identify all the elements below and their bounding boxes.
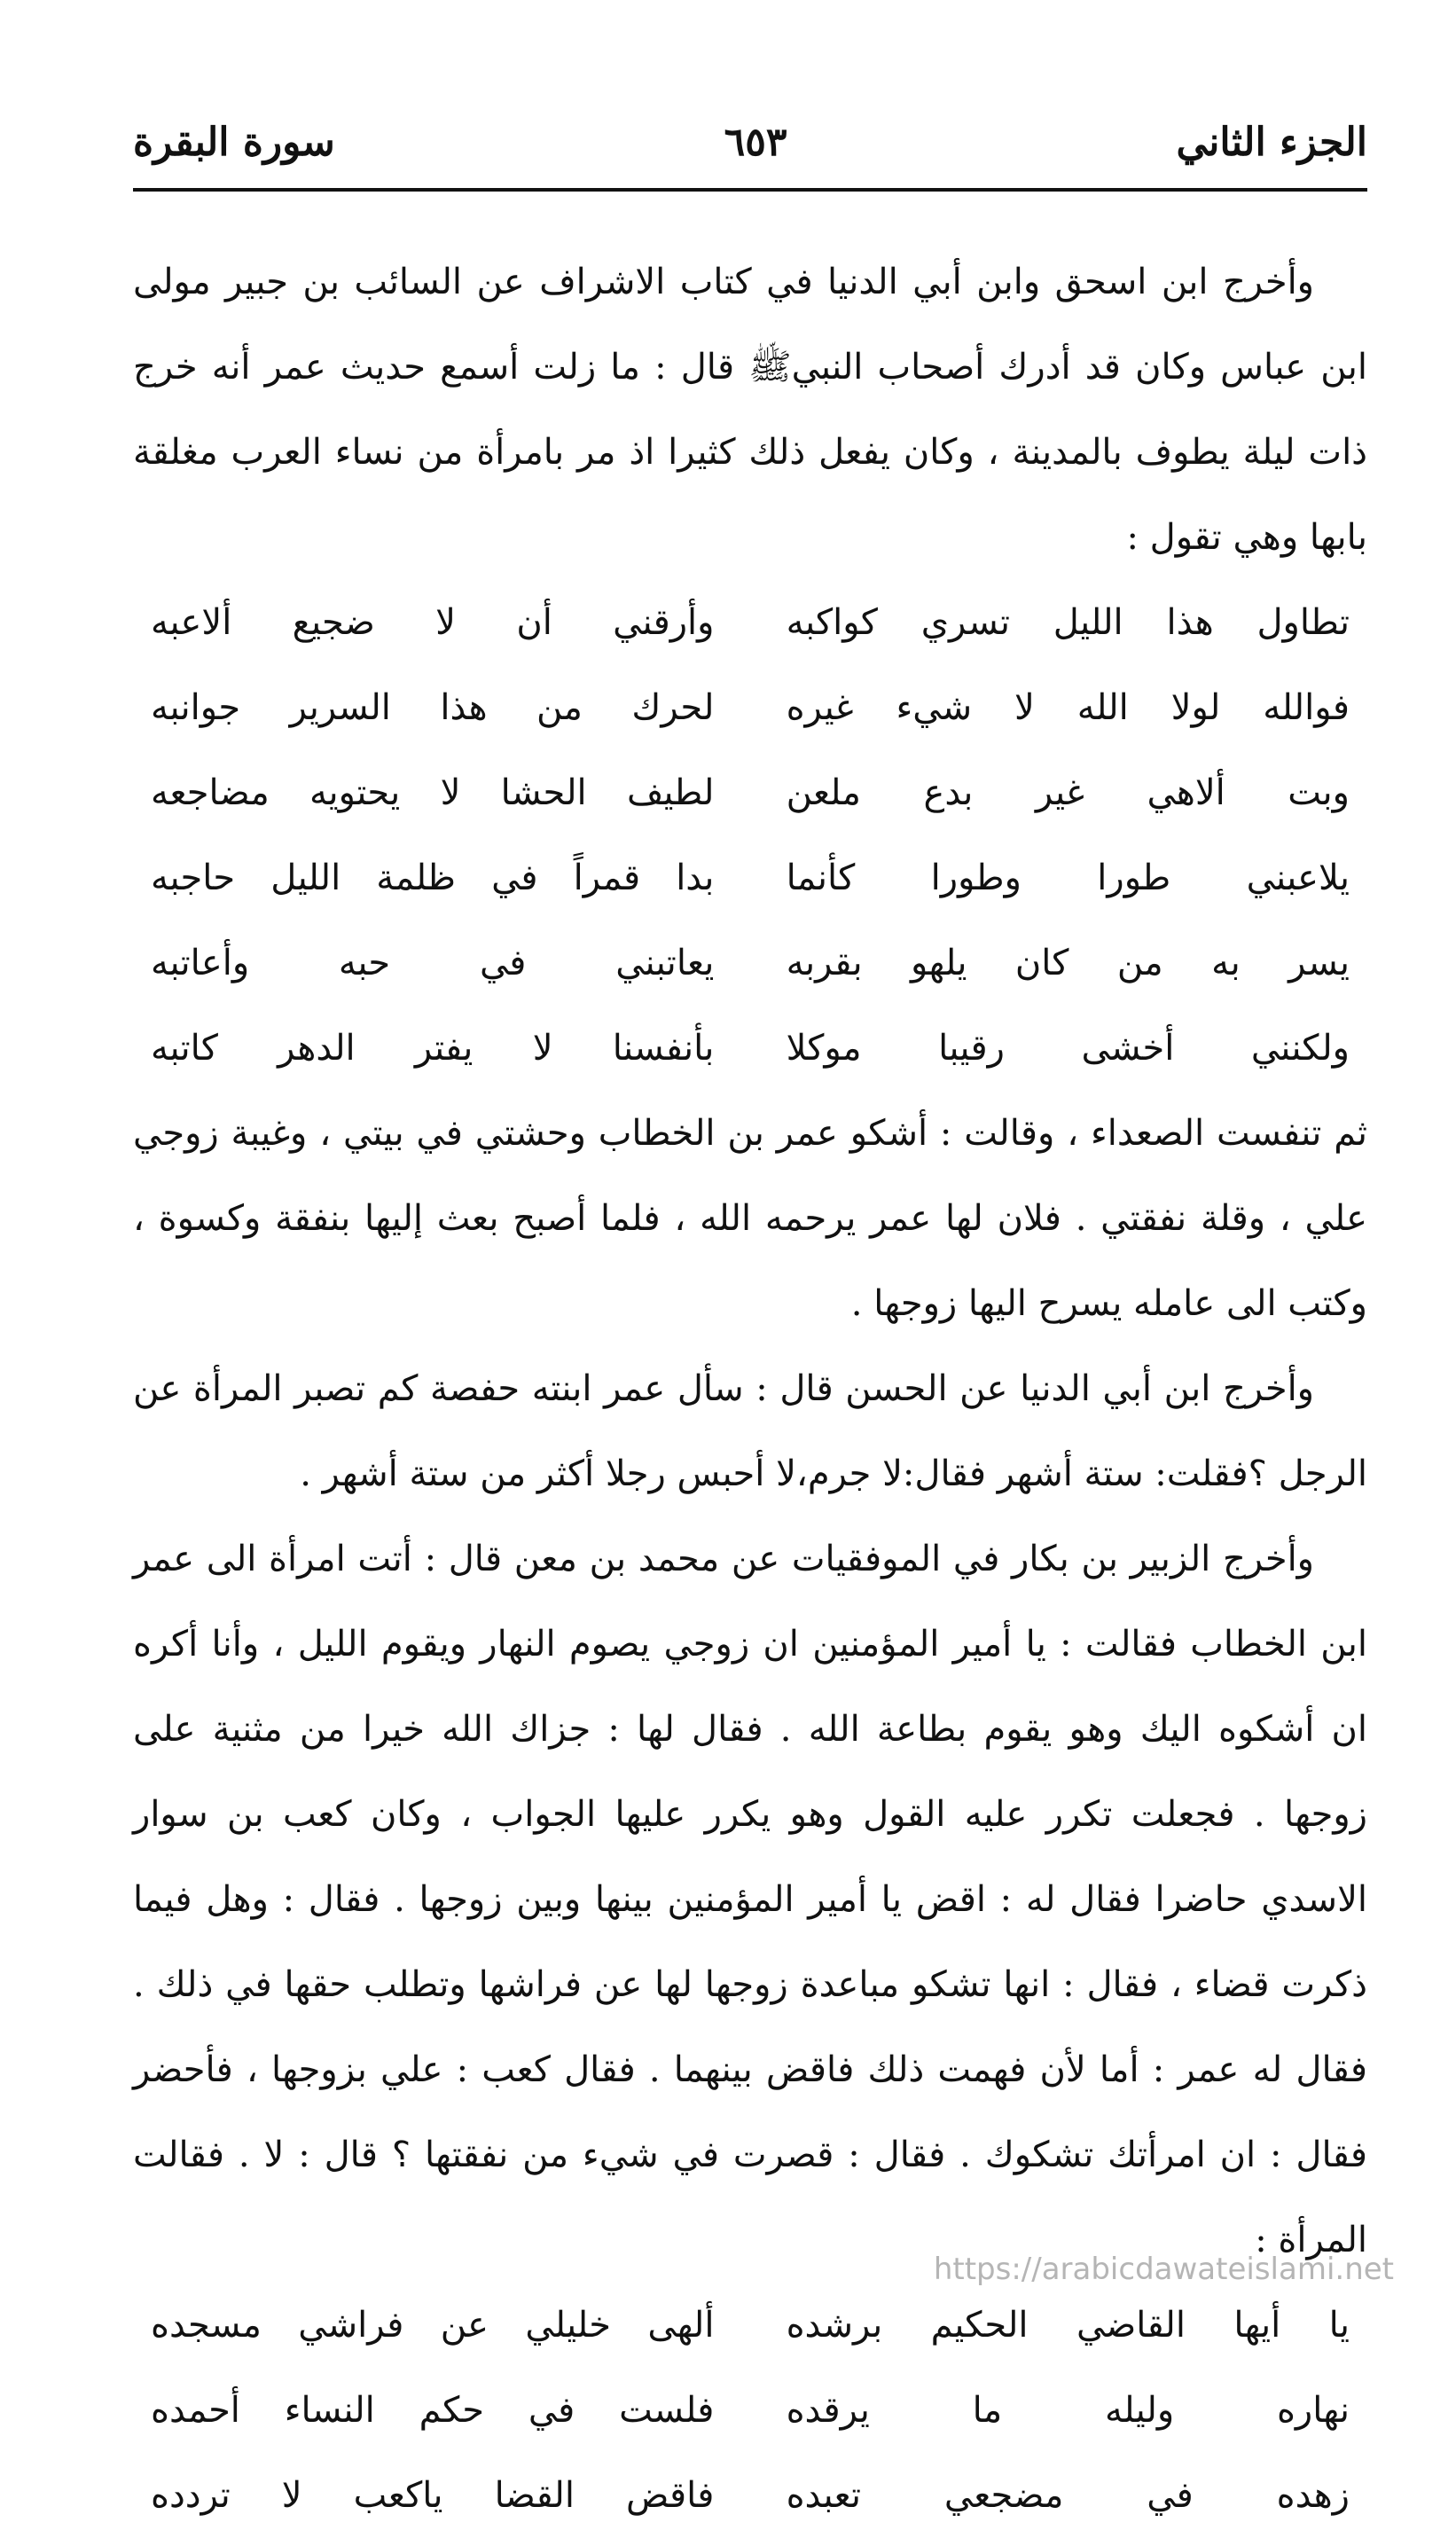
paragraph: وأخرج ابن أبي الدنيا عن الحسن قال : سأل عمر ابنته حفصة كم تصبر المرأة عن الرجل ؟فقلت: ستة أشهر فقال:لا جرم،لا أحبس رجلا أكثر من ستة أشهر . <box>133 1368 1367 1494</box>
verse <box>151 665 1350 750</box>
surah-label: سورة البقرة <box>133 119 335 165</box>
page-header <box>133 106 1367 177</box>
poem-block-1 <box>133 580 1367 1091</box>
verse <box>151 580 1350 665</box>
verse-left: لطيف الحشا لا يحتويه مضاجعه <box>151 772 715 813</box>
watermark-url: https://arabicdawateislami.net <box>933 2252 1394 2287</box>
verse-left: فاقض القضا ياكعب لا تردده <box>151 2475 715 2516</box>
paragraph: ثم تنفست الصعداء ، وقالت : أشكو عمر بن الخطاب وحشتي في بيتي ، وغيبة زوجي علي ، وقلة نفقتي . فلان لها عمر يرحمه الله ، فلما أصبح بعث إليها بنفقة وكسوة ، وكتب الى عامله يسرح اليها زوجها . <box>133 1113 1367 1324</box>
verse-right: نهاره وليله ما يرقده <box>786 2390 1350 2431</box>
verse-right: يسر به من كان يلهو بقربه <box>786 943 1350 983</box>
verse-right: يلاعبني طورا وطورا كأنما <box>786 858 1350 898</box>
verse <box>151 920 1350 1006</box>
verse <box>151 2368 1350 2453</box>
verse-right: يا أيها القاضي الحكيم برشده <box>786 2305 1350 2346</box>
paragraph: وأخرج ابن اسحق وابن أبي الدنيا في كتاب الاشراف عن السائب بن جبير مولى ابن عباس وكان قد أدرك أصحاب النبيﷺ قال : ما زلت أسمع حديث عمر أنه خرج ذات ليلة يطوف بالمدينة ، وكان يفعل ذلك كثيرا اذ مر بامرأة من نساء العرب مغلقة بابها وهي تقول : <box>133 262 1367 558</box>
verse-left: بدا قمراً في ظلمة الليل حاجبه <box>151 858 715 898</box>
verse-right: ولكنني أخشى رقيبا موكلا <box>786 1028 1350 1069</box>
verse-right: تطاول هذا الليل تسري كواكبه <box>786 602 1350 643</box>
verse-left: فلست في حكم النساء أحمده <box>151 2390 715 2431</box>
verse-left: لحرك من هذا السرير جوانبه <box>151 687 715 728</box>
verse-right: زهده في مضجعي تعبده <box>786 2475 1350 2516</box>
page-number: ٦٥٣ <box>724 119 787 165</box>
verse <box>151 2453 1350 2538</box>
header-divider <box>133 188 1367 192</box>
verse-left: يعاتبني في حبه وأعاتبه <box>151 943 715 983</box>
verse <box>151 1006 1350 1091</box>
verse <box>151 835 1350 920</box>
verse-left: وأرقني أن لا ضجيع ألاعبه <box>151 602 715 643</box>
verse-right: وبت ألاهي غير بدع ملعن <box>786 772 1350 813</box>
verse <box>151 2283 1350 2368</box>
page-body <box>133 239 1367 2538</box>
verse <box>151 750 1350 835</box>
verse-right: فوالله لولا الله لا شيء غيره <box>786 687 1350 728</box>
paragraph: وأخرج الزبير بن بكار في الموفقيات عن محمد بن معن قال : أتت امرأة الى عمر ابن الخطاب فقالت : يا أمير المؤمنين ان زوجي يصوم النهار ويقوم الليل ، وأنا أكره ان أشكوه اليك وهو يقوم بطاعة الله . فقال لها : جزاك الله خيرا من مثنية على زوجها . فجعلت تكرر عليه القول وهو يكرر عليها الجواب ، وكان كعب بن سوار الاسدي حاضرا فقال له : اقض يا أمير المؤمنين بينها وبين زوجها . فقال : وهل فيما ذكرت قضاء ، فقال : انها تشكو مباعدة زوجها لها عن فراشها وتطلب حقها في ذلك . فقال له عمر : أما لأن فهمت ذلك فاقض بينهما . فقال كعب : علي بزوجها ، فأحضر فقال : ان امرأتك تشكوك . فقال : قصرت في شيء من نفقتها ؟ قال : لا . فقالت المرأة : <box>133 1539 1367 2260</box>
verse-left: بأنفسنا لا يفتر الدهر كاتبه <box>151 1028 715 1069</box>
part-label: الجزء الثاني <box>1176 119 1367 165</box>
poem-block-2 <box>133 2283 1367 2538</box>
verse-left: ألهى خليلي عن فراشي مسجده <box>151 2305 715 2346</box>
